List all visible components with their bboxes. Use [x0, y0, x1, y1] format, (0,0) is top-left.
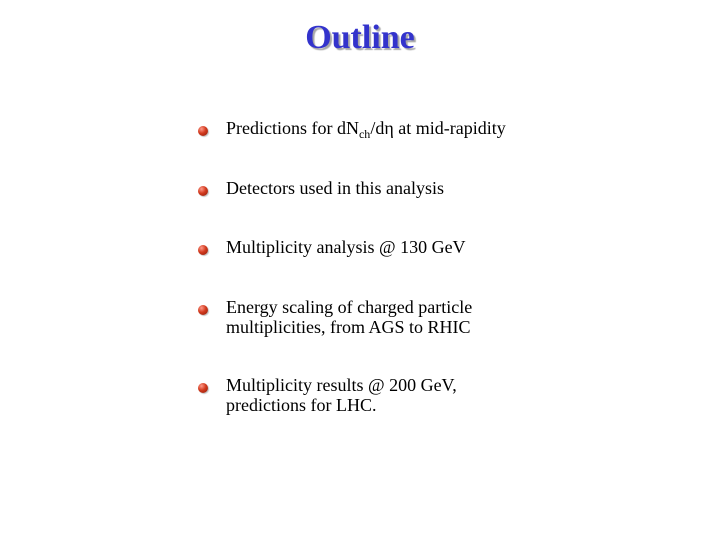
bullet-icon	[198, 383, 208, 393]
bullet-icon	[198, 186, 208, 196]
bullet-icon	[198, 126, 208, 136]
bullet-text: Multiplicity analysis @ 130 GeV	[226, 237, 466, 257]
bullet-icon	[198, 305, 208, 315]
bullet-text: Energy scaling of charged particle multiplicities, from AGS to RHIC	[226, 297, 473, 337]
bullet-text: Detectors used in this analysis	[226, 178, 444, 198]
bullet-text-suffix: /dη at mid-rapidity	[370, 118, 506, 138]
bullet-text-subscript: ch	[358, 127, 371, 141]
bullet-icon	[198, 245, 208, 255]
bullet-text	[226, 118, 686, 144]
bullet-text: Multiplicity results @ 200 GeV, predictions for LHC.	[226, 375, 457, 415]
bullet-text-prefix: Predictions for dN	[226, 118, 359, 138]
slide-title: Outline	[305, 19, 415, 56]
